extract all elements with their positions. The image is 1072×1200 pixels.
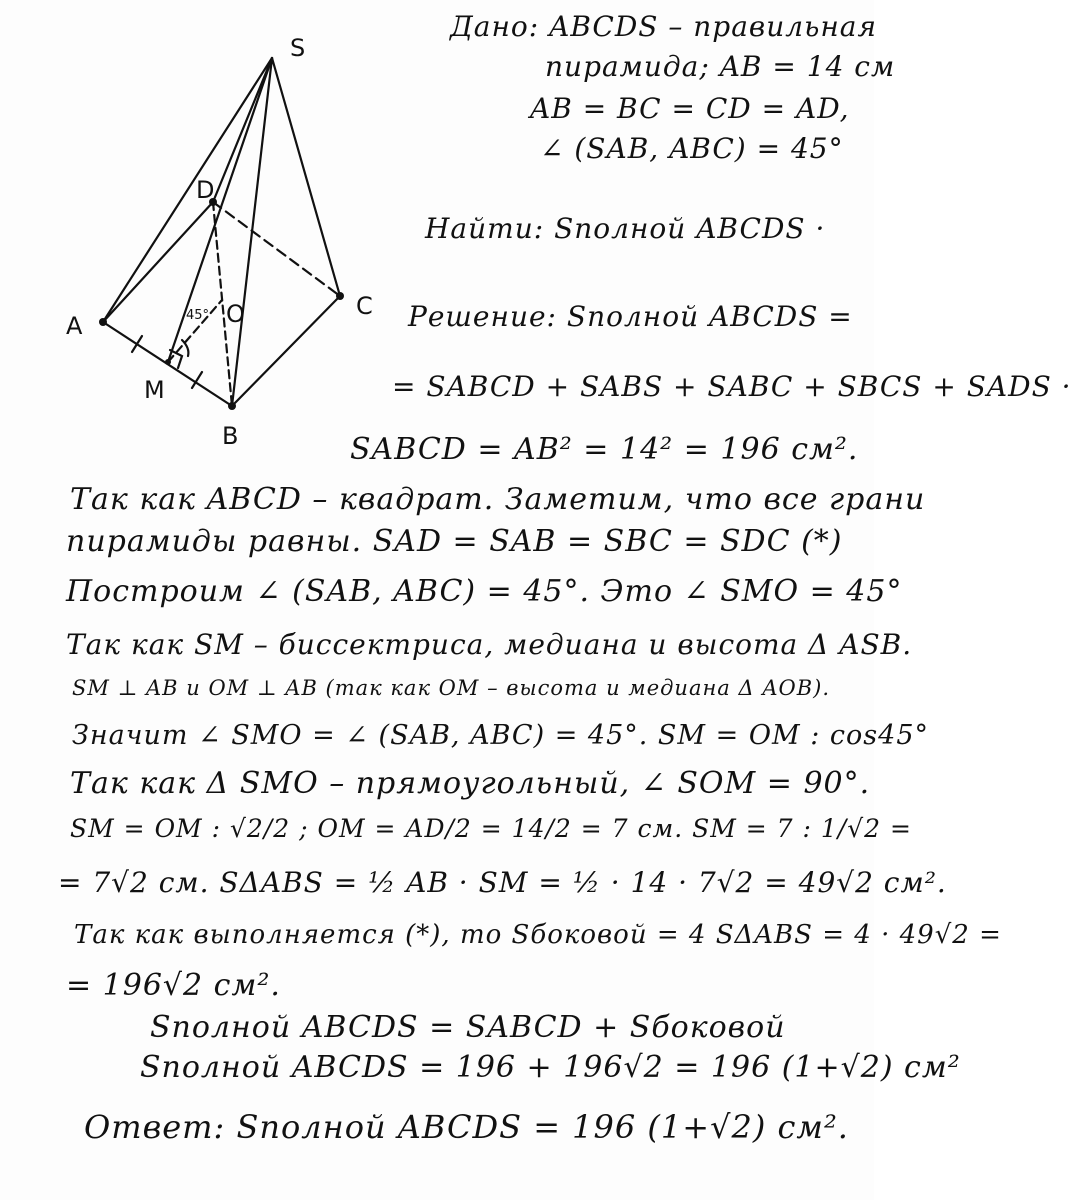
find-line: Найти: Sполной ABCDS · [425,212,826,245]
body-line-13: Sполной ABCDS = 196 + 196√2 = 196 (1+√2) см² [140,1050,961,1085]
solution-line-3: SABCD = AB² = 14² = 196 см². [350,432,859,467]
solution-line-2: = SABCD + SABS + SABC + SBCS + SADS · [392,370,1072,403]
edge-DC [213,202,340,296]
label-M: M [144,376,165,404]
body-line-3: Построим ∠ (SAB, ABC) = 45°. Это ∠ SMO = 45° [66,574,903,609]
label-A: A [66,312,83,340]
angle-arc [182,340,188,356]
given-line-4: ∠ (SAB, ABC) = 45° [540,132,844,165]
label-B: B [222,422,239,450]
body-line-1: Так как ABCD – квадрат. Заметим, что все грани [70,482,926,517]
body-line-12: Sполной ABCDS = SABCD + Sбоковой [150,1010,786,1045]
given-line-3: AB = BC = CD = AD, [530,92,850,125]
body-line-11: = 196√2 см². [66,968,281,1003]
tick-AM [132,336,142,352]
body-line-2: пирамиды равны. SAD = SAB = SBC = SDC (*) [66,524,843,559]
point-C [336,292,344,300]
body-line-8: SM = OM : √2/2 ; OM = AD/2 = 14/2 = 7 см. SM = 7 : 1/√2 = [70,814,912,843]
edge-SM [168,58,272,362]
edge-BC [232,296,340,406]
label-S: S [290,34,306,62]
given-line-2: пирамида; AB = 14 см [545,50,896,83]
body-line-7: Так как Δ SMO – прямоугольный, ∠ SOM = 90°. [70,766,871,801]
point-A [99,318,107,326]
edge-SC [272,58,340,296]
label-D: D [196,176,215,204]
edge-AD [103,202,213,322]
label-angle: 45° [186,308,210,323]
given-line-1: Дано: ABCDS – правильная [450,10,877,43]
answer-line: Ответ: Sполной ABCDS = 196 (1+√2) см². [84,1108,849,1146]
label-C: C [356,292,373,320]
body-line-4: Так как SM – биссектриса, медиана и высота Δ ASB. [66,628,913,661]
body-line-6: Значит ∠ SMO = ∠ (SAB, ABC) = 45°. SM = OM : cos45° [72,720,929,751]
label-O: O [226,300,245,328]
point-M [165,359,171,365]
body-line-10: Так как выполняется (*), то Sбоковой = 4 SΔABS = 4 · 49√2 = [74,920,1002,950]
body-line-5: SM ⊥ AB и OM ⊥ AB (так как OM – высота и медиана Δ AOB). [72,676,831,700]
body-line-9: = 7√2 см. SΔABS = ½ AB · SM = ½ · 14 · 7√2 = 49√2 см². [58,866,947,899]
point-B [228,402,236,410]
solution-line-1: Решение: Sполной ABCDS = [408,300,853,333]
